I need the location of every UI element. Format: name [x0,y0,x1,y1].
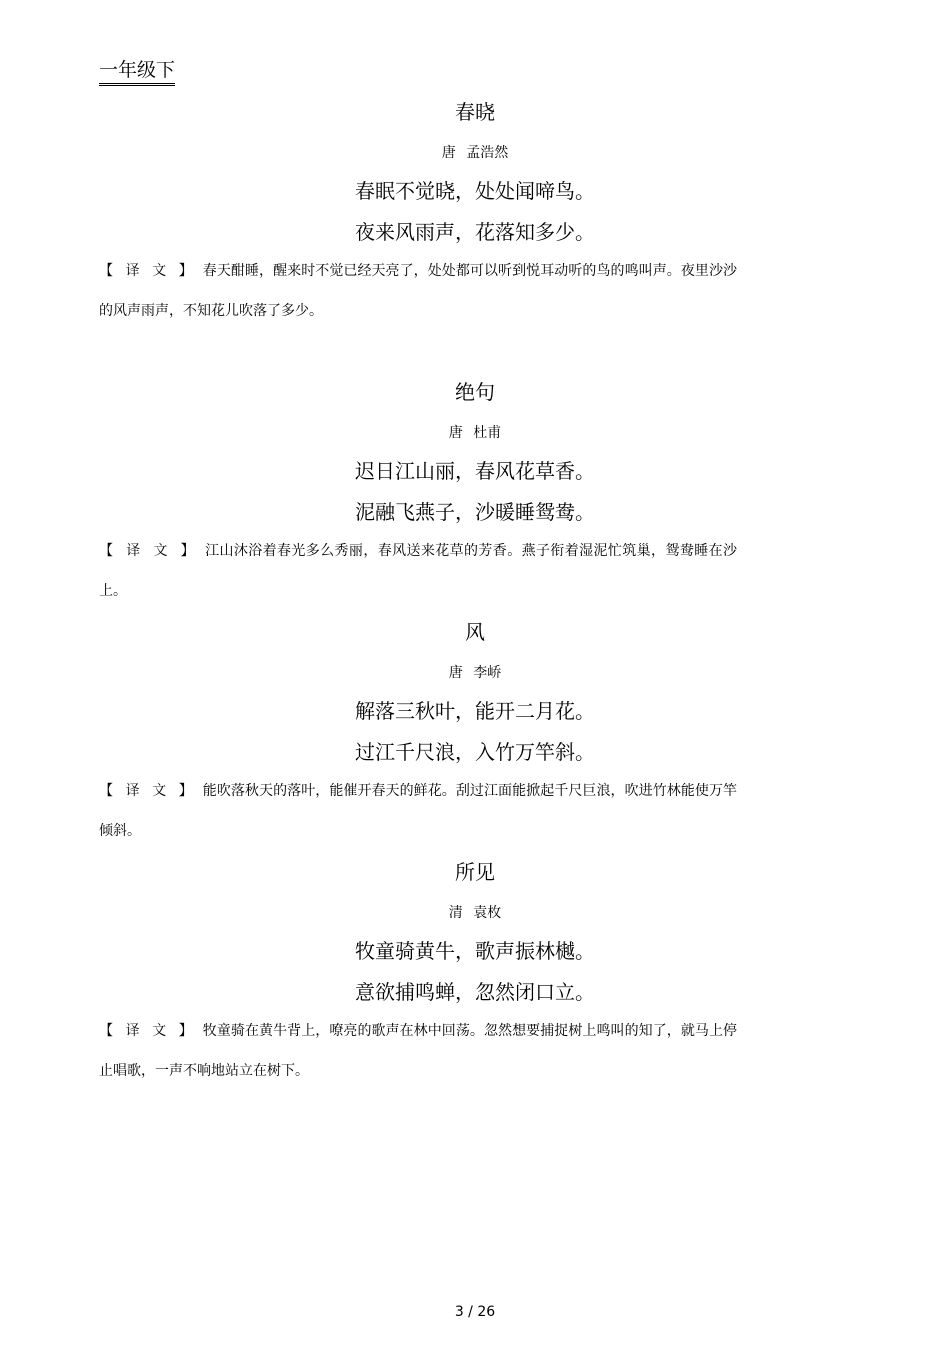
poem-line: 牧童骑黄牛，歌声振林樾。 [355,939,595,963]
translation-text: 春天酣睡，醒来时不觉已经天亮了，处处都可以听到悦耳动听的鸟的鸣叫声。夜里沙沙的风声雨声，不知花儿吹落了多少。 [99,263,737,319]
poem-line: 迟日江山丽，春风花草香。 [355,459,595,483]
translation-paragraph [99,531,737,611]
translation-paragraph [99,1011,737,1091]
grade-heading: 一年级下 [99,58,175,86]
poem-title: 风 [465,620,485,644]
poem-author: 唐 李峤 [448,665,502,681]
poem-line: 春眠不觉晓，处处闻啼鸟。 [355,179,595,203]
poem-line: 夜来风雨声，花落知多少。 [355,220,595,244]
poem-author: 唐 孟浩然 [441,145,509,161]
translation-label: 【 译 文 】 [99,1023,197,1039]
poem-author: 清 袁枚 [448,905,502,921]
poem-title: 春晓 [455,100,495,124]
poem-line: 泥融飞燕子，沙暖睡鸳鸯。 [355,500,595,524]
translation-label: 【 译 文 】 [99,783,197,799]
translation-text: 江山沐浴着春光多么秀丽，春风送来花草的芳香。燕子衔着湿泥忙筑巢，鸳鸯睡在沙上。 [99,543,737,599]
translation-paragraph [99,251,737,331]
page-number: 3 / 26 [454,1304,496,1320]
poem-author: 唐 杜甫 [448,425,502,441]
translation-paragraph [99,771,737,851]
poem-line: 过江千尺浪，入竹万竿斜。 [355,740,595,764]
translation-label: 【 译 文 】 [99,263,197,279]
translation-text: 能吹落秋天的落叶，能催开春天的鲜花。刮过江面能掀起千尺巨浪，吹进竹林能使万竿倾斜。 [99,783,737,839]
poem-title: 绝句 [455,380,495,404]
translation-text: 牧童骑在黄牛背上，嘹亮的歌声在林中回荡。忽然想要捕捉树上鸣叫的知了，就马上停止唱歌，一声不响地站立在树下。 [99,1023,737,1079]
translation-label: 【 译 文 】 [99,543,200,559]
poem-line: 解落三秋叶，能开二月花。 [355,699,595,723]
poem-line: 意欲捕鸣蝉，忽然闭口立。 [355,980,595,1004]
poem-title: 所见 [455,860,495,884]
